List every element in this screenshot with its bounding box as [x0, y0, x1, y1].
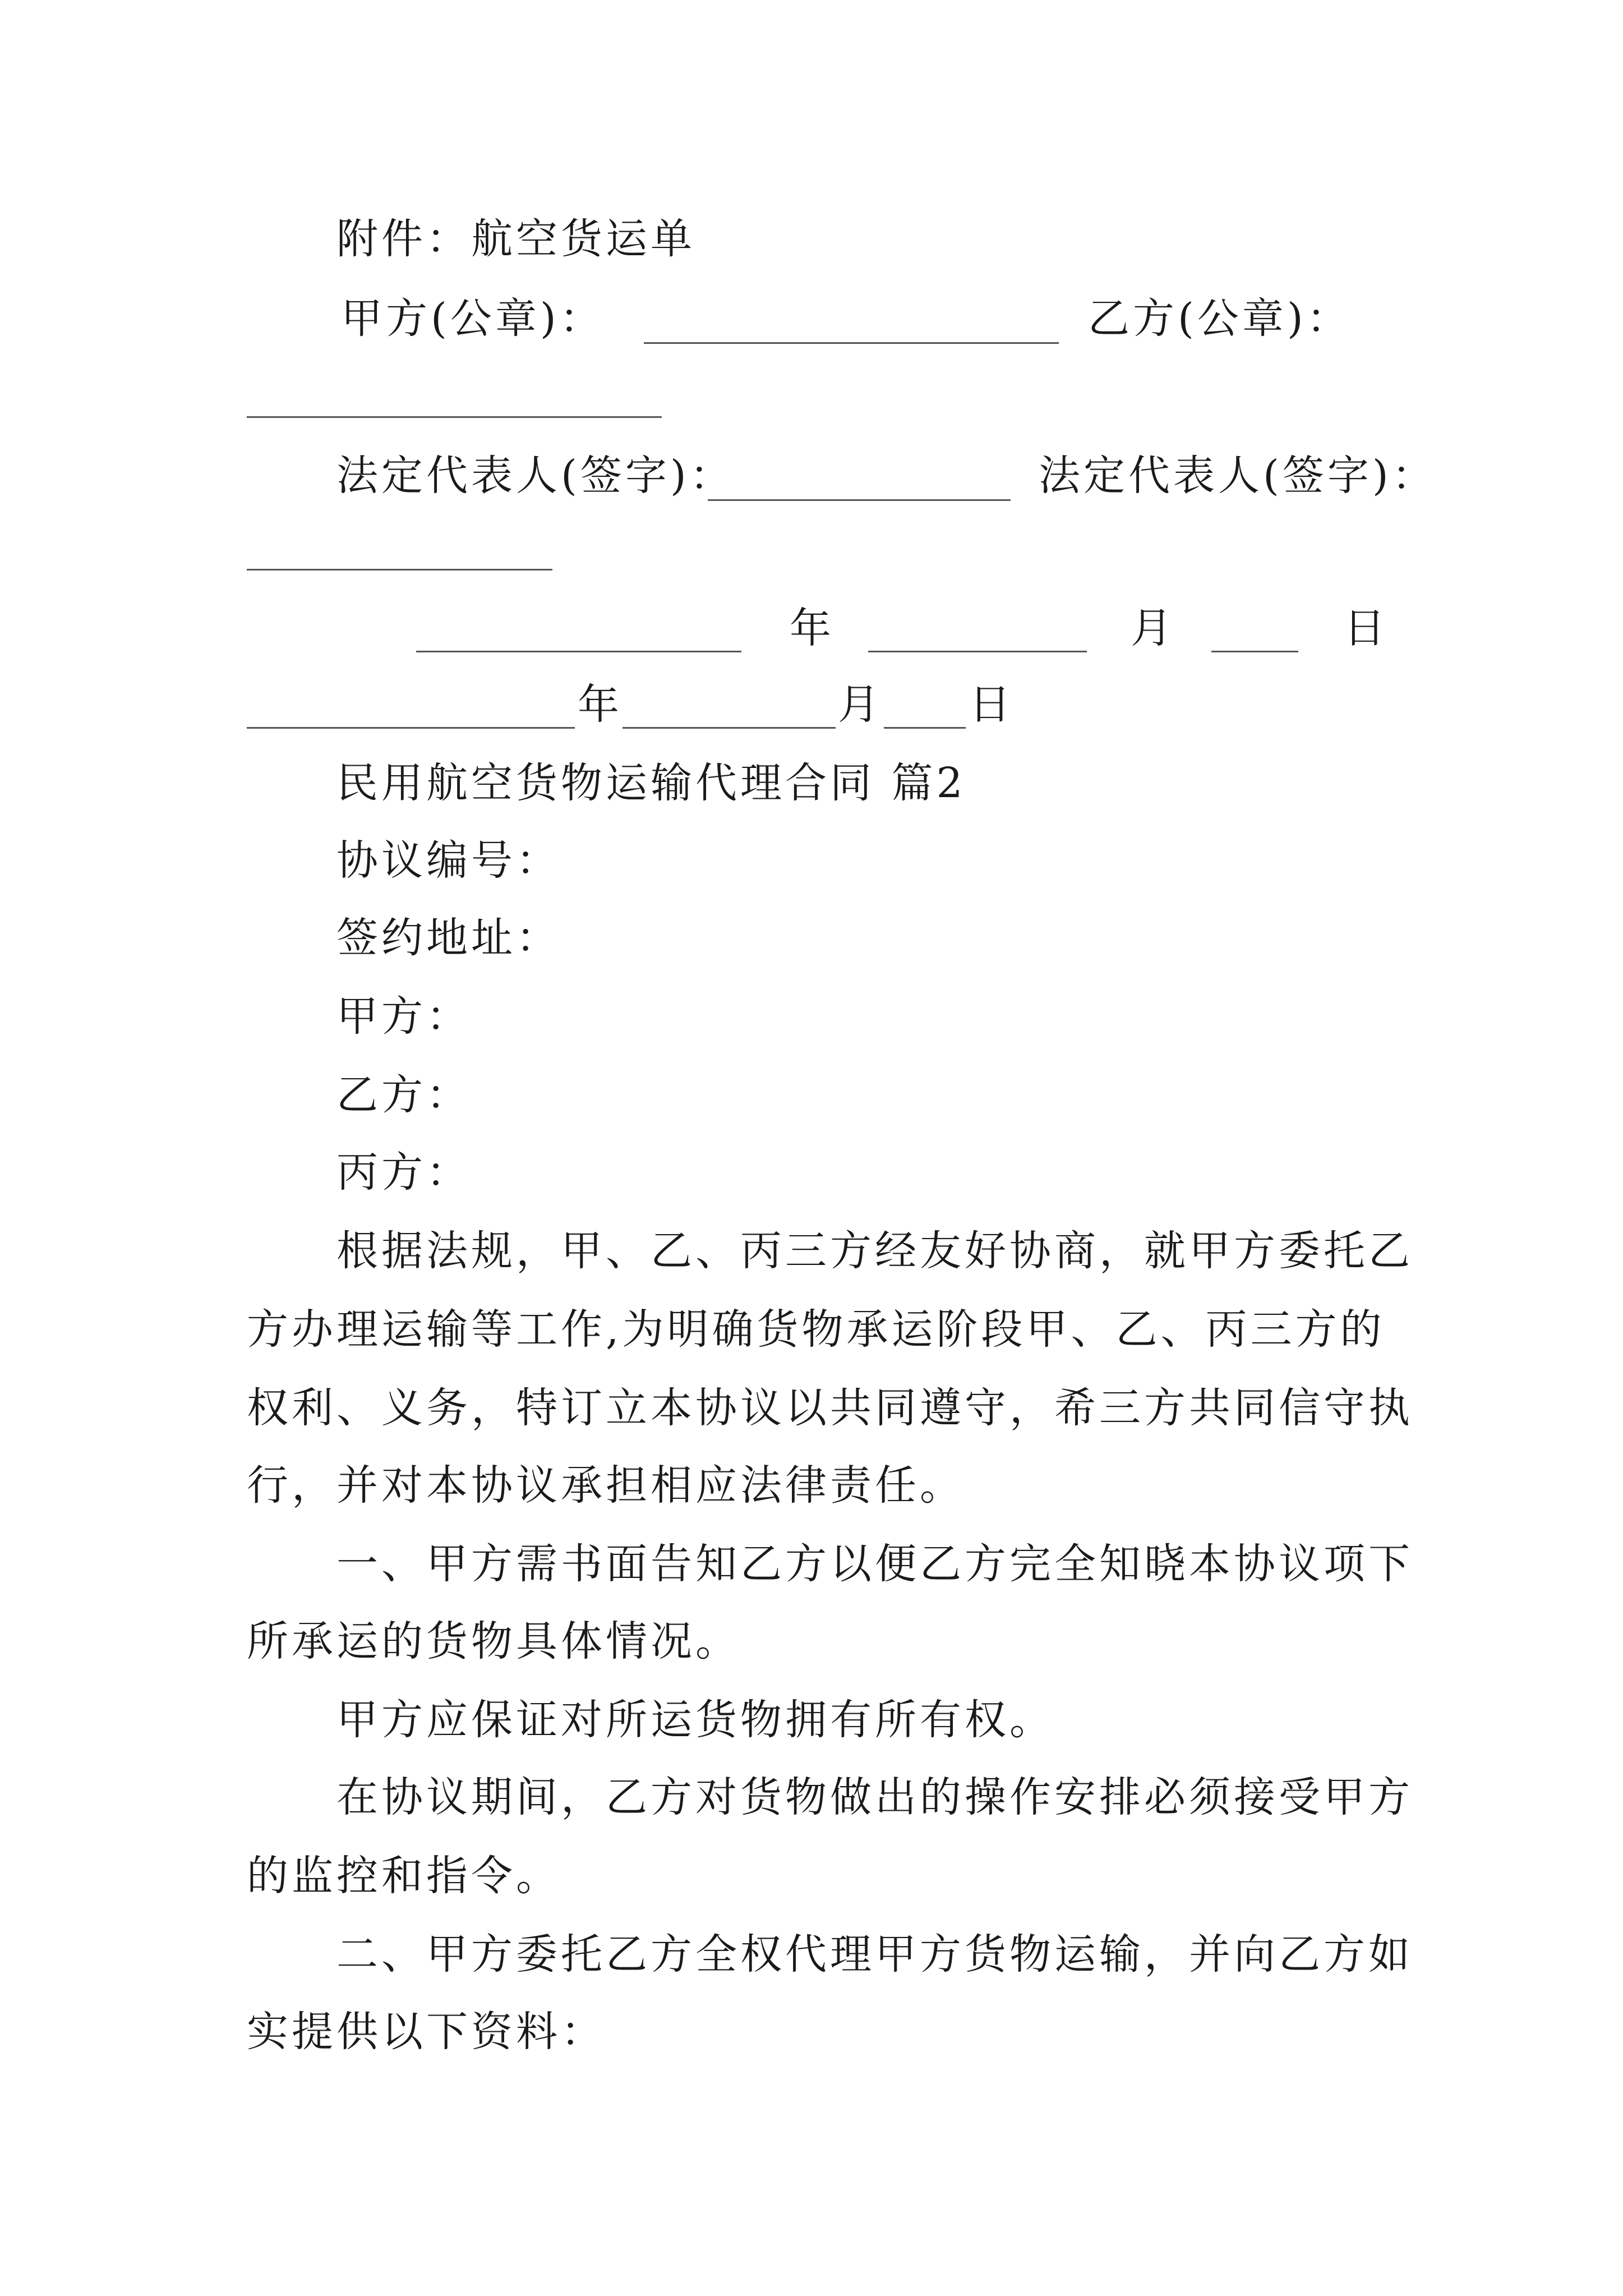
date-b-year-blank [247, 727, 575, 729]
paragraph-line: 行，并对本协议承担相应法律责任。 [247, 1461, 965, 1510]
header-field-party-a: 甲方： [336, 992, 471, 1041]
header-field-party-c: 丙方： [336, 1148, 471, 1197]
section-title: 民用航空货物运输代理合同 篇2 [336, 759, 966, 807]
party-a-rep-label: 法定代表人(签字)： [336, 452, 735, 500]
party-b-rep-blank [247, 569, 552, 570]
paragraph-line: 的监控和指令。 [247, 1852, 561, 1900]
paragraph-line: 二、甲方委托乙方全权代理甲方货物运输，并向乙方如 [336, 1930, 1413, 1978]
date-a-month-blank [868, 651, 1087, 652]
paragraph-line: 一、甲方需书面告知乙方以便乙方完全知晓本协议项下 [336, 1540, 1413, 1588]
date-a-year-label: 年 [790, 604, 834, 652]
header-field-party-b: 乙方： [336, 1071, 471, 1119]
party-b-seal-blank [247, 416, 662, 418]
party-b-seal-label: 乙方(公章)： [1088, 295, 1352, 343]
paragraph-line: 在协议期间，乙方对货物做出的操作安排必须接受甲方 [336, 1773, 1413, 1821]
header-field-signing-address: 签约地址： [336, 914, 561, 962]
date-a-year-blank [416, 651, 741, 652]
party-b-rep-label: 法定代表人(签字)： [1039, 452, 1437, 500]
header-field-agreement-no: 协议编号： [336, 836, 561, 885]
paragraph-line: 权利、义务，特订立本协议以共同遵守，希三方共同信守执 [247, 1384, 1413, 1432]
paragraph-line: 甲方应保证对所运货物拥有所有权。 [336, 1696, 1054, 1744]
party-a-seal-label: 甲方(公章)： [341, 295, 605, 343]
party-a-seal-blank [644, 342, 1059, 344]
date-b-month-blank [623, 727, 836, 729]
date-b-year-label: 年 [578, 680, 623, 729]
paragraph-line: 方办理运输等工作,为明确货物承运阶段甲、乙、丙三方的 [247, 1305, 1385, 1354]
date-b-month-label: 月 [838, 680, 883, 729]
paragraph-line: 实提供以下资料： [247, 2008, 606, 2056]
paragraph-line: 根据法规，甲、乙、丙三方经友好协商，就甲方委托乙 [336, 1227, 1413, 1275]
date-a-month-label: 月 [1131, 604, 1175, 652]
date-a-day-label: 日 [1344, 604, 1389, 652]
paragraph-line: 所承运的货物具体情况。 [247, 1617, 740, 1665]
date-a-day-blank [1211, 651, 1298, 652]
date-b-day-blank [884, 727, 966, 729]
party-a-rep-blank [708, 499, 1011, 501]
date-b-day-label: 日 [969, 680, 1014, 729]
attachment-line: 附件：航空货运单 [336, 215, 695, 263]
